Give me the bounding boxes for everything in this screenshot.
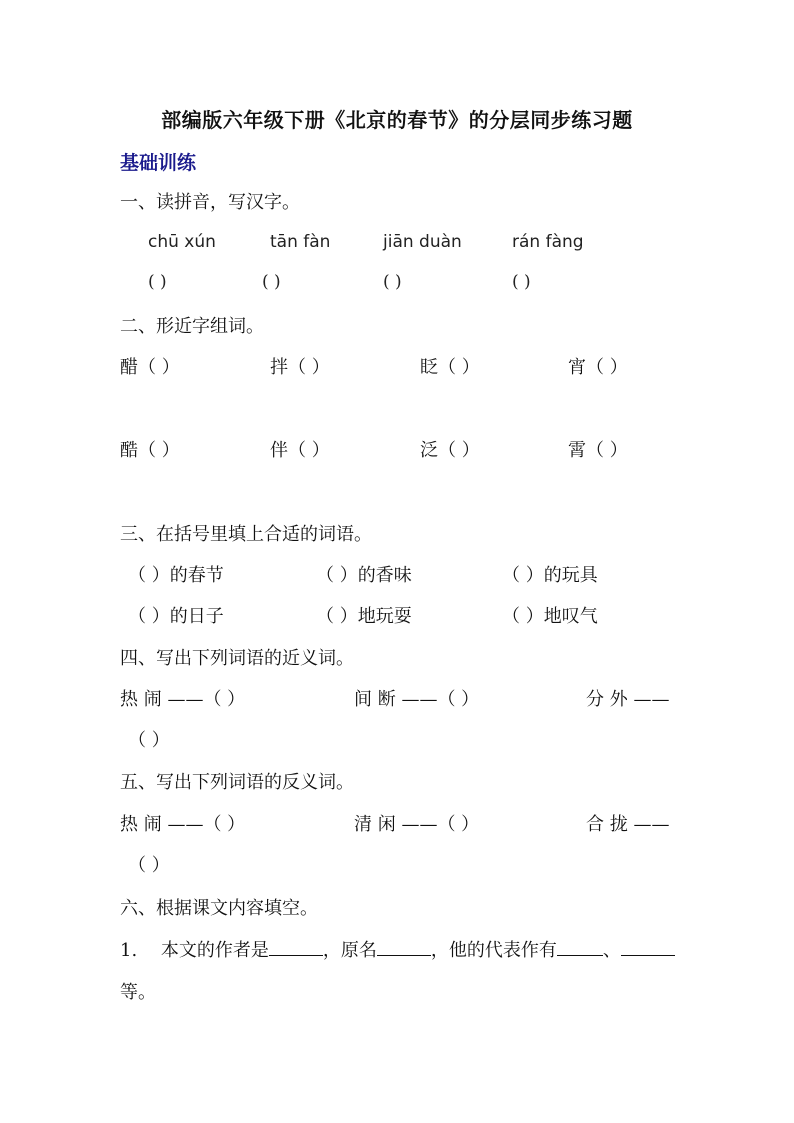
answer-blank-4[interactable]: ( )	[512, 272, 531, 292]
fill-phrase-item[interactable]: （ ）的春节	[128, 565, 224, 586]
blank-original-name[interactable]	[377, 941, 431, 956]
fill-phrase-item[interactable]: （ ）地玩耍	[316, 606, 412, 627]
q6-heading: 六、根据课文内容填空。	[120, 898, 318, 919]
word-group-item[interactable]: 伴（ ）	[270, 440, 330, 461]
item-number: 1.	[120, 940, 138, 961]
synonym-item: 分 外 ——	[586, 689, 670, 710]
synonym-item-continued[interactable]: （ ）	[128, 730, 170, 751]
antonym-item-continued[interactable]: （ ）	[128, 855, 170, 876]
q5-heading: 五、写出下列词语的反义词。	[120, 772, 354, 793]
word-group-item[interactable]: 拌（ ）	[270, 357, 330, 378]
blank-work-1[interactable]	[557, 941, 603, 956]
word-group-item[interactable]: 酷（ ）	[120, 440, 180, 461]
answer-blank-3[interactable]: ( )	[383, 272, 402, 292]
q3-heading: 三、在括号里填上合适的词语。	[120, 524, 372, 545]
antonym-item: 合 拢 ——	[586, 814, 670, 835]
answer-blank-1[interactable]: ( )	[148, 272, 167, 292]
sentence-text: ，他的代表作有	[430, 940, 557, 961]
pinyin-1: chū xún	[148, 232, 216, 252]
synonym-item[interactable]: 间 断 ——（ ）	[354, 689, 480, 710]
fill-blank-sentence	[120, 940, 675, 962]
word-group-item[interactable]: 霄（ ）	[568, 440, 628, 461]
pinyin-3: jiān duàn	[383, 232, 462, 252]
synonym-item[interactable]: 热 闹 ——（ ）	[120, 689, 246, 710]
sentence-text: ，原名	[322, 940, 377, 961]
fill-phrase-item[interactable]: （ ）的玩具	[502, 565, 598, 586]
q1-heading: 一、读拼音，写汉字。	[120, 192, 300, 213]
word-group-item[interactable]: 泛（ ）	[420, 440, 480, 461]
blank-author[interactable]	[269, 941, 323, 956]
answer-blank-2[interactable]: ( )	[262, 272, 281, 292]
fill-phrase-item[interactable]: （ ）的香味	[316, 565, 412, 586]
sentence-text: 本文的作者是	[160, 940, 269, 961]
fill-phrase-item[interactable]: （ ）的日子	[128, 606, 224, 627]
blank-work-2[interactable]	[621, 941, 675, 956]
section-title: 基础训练	[120, 152, 197, 174]
word-group-item[interactable]: 宵（ ）	[568, 357, 628, 378]
pinyin-2: tān fàn	[270, 232, 331, 252]
fill-phrase-item[interactable]: （ ）地叹气	[502, 606, 598, 627]
sentence-end: 等。	[120, 982, 156, 1003]
antonym-item[interactable]: 热 闹 ——（ ）	[120, 814, 246, 835]
q2-heading: 二、形近字组词。	[120, 316, 264, 337]
page-title: 部编版六年级下册《北京的春节》的分层同步练习题	[161, 108, 633, 132]
pinyin-4: rán fàng	[512, 232, 584, 252]
q4-heading: 四、写出下列词语的近义词。	[120, 648, 354, 669]
sentence-text: 、	[602, 940, 621, 961]
word-group-item[interactable]: 醋（ ）	[120, 357, 180, 378]
antonym-item[interactable]: 清 闲 ——（ ）	[354, 814, 480, 835]
word-group-item[interactable]: 眨（ ）	[420, 357, 480, 378]
